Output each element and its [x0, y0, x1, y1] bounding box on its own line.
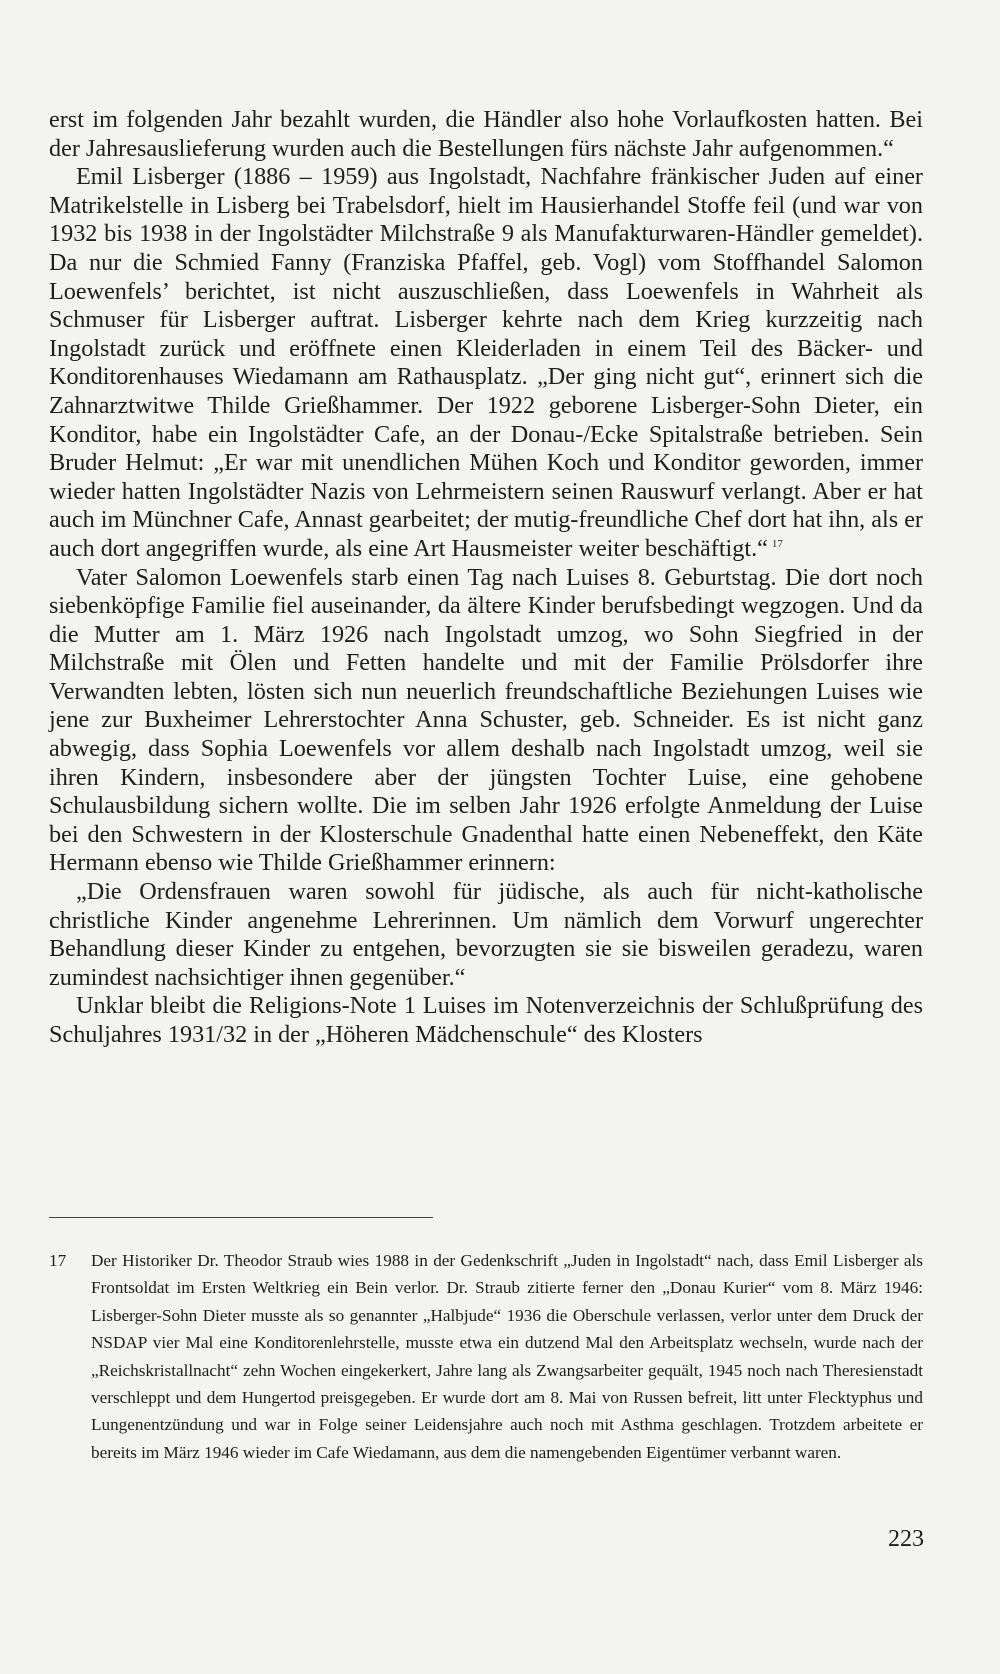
paragraph-2-text: Emil Lisberger (1886 – 1959) aus Ingolstadt, Nachfahre fränkischer Juden auf einer Matrikelstelle in Lisberg bei Trabelsdorf, hielt im Hausierhandel Stoffe feil (und war von 1932 bis 1938 in der Ingolstädter Milchstraße 9 als Manufakturwaren-Händler gemeldet). Da nur die Schmied Fanny (Franziska Pfaffel, geb. Vogl) vom Stoffhandel Salomon Loewenfels’ berichtet, ist nicht auszuschließen, dass Loewenfels in Wahrheit als Schmuser für Lisberger auftrat. Lisberger kehrte nach dem Krieg kurzzeitig nach Ingolstadt zurück und eröffnete einen Kleiderladen in einem Teil des Bäcker- und Konditorenhauses Wiedamann am Rathausplatz. „Der ging nicht gut“, erinnert sich die Zahnarztwitwe Thilde Grießhammer. Der 1922 geborene Lisberger-Sohn Dieter, ein Konditor, habe ein Ingolstädter Cafe, an der Donau-/Ecke Spitalstraße betrieben. Sein Bruder Helmut: „Er war mit unendlichen Mühen Koch und Konditor geworden, immer wieder hatten Ingolstädter Nazis von Lehrmeistern seinen Rauswurf verlangt. Aber er hat auch im Münchner Cafe, Annast gearbeitet; der mutig-freundliche Chef dort hat ihn, als er auch dort angegriffen wurde, als eine Art Hausmeister weiter beschäftigt.“: [49, 163, 923, 562]
footnote-divider: [49, 1217, 433, 1218]
footnote-reference[interactable]: 17: [771, 537, 783, 550]
page-number: 223: [888, 1526, 924, 1552]
paragraph-3: Vater Salomon Loewenfels starb einen Tag nach Luises 8. Geburtstag. Die dort noch siebenköpfige Familie fiel auseinander, da ältere Kinder berufsbedingt wegzogen. Und da die Mutter am 1. März 1926 nach Ingolstadt umzog, wo Sohn Siegfried in der Milchstraße mit Ölen und Fetten handelte und mit der Familie Prölsdorfer ihre Verwandten lebten, lösten sich nun neuerlich freundschaftliche Beziehungen Luises wie jene zur Buxheimer Lehrerstochter Anna Schuster, geb. Schneider. Es ist nicht ganz abwegig, dass Sophia Loewenfels vor allem deshalb nach Ingolstadt umzog, weil sie ihren Kindern, insbesondere aber der jüngsten Tochter Luise, eine gehobene Schulausbildung sichern wollte. Die im selben Jahr 1926 erfolgte Anmeldung der Luise bei den Schwestern in der Klosterschule Gnadenthal hatte einen Nebeneffekt, den Käte Hermann ebenso wie Thilde Grießhammer erinnern:: [49, 563, 923, 877]
footnote: [49, 1247, 923, 1466]
block-quote: „Die Ordensfrauen waren sowohl für jüdische, als auch für nicht-katholische christliche Kinder angenehme Lehrerinnen. Um nämlich dem Vorwurf ungerechter Behandlung dieser Kinder zu entgehen, bevorzugten sie sie bisweilen geradezu, waren zumindest nachsichtiger ihnen gegenüber.“: [49, 878, 923, 991]
paragraph-4: Unklar bleibt die Religions-Note 1 Luises im Notenverzeichnis der Schlußprüfung des Schuljahres 1931/32 in der „Höheren Mädchenschule“ des Klosters: [49, 992, 923, 1048]
paragraph-2: [49, 163, 923, 563]
main-text: [49, 106, 923, 1050]
paragraph-1: erst im folgenden Jahr bezahlt wurden, die Händler also hohe Vorlaufkosten hatten. Bei der Jahresauslieferung wurden auch die Bestellungen fürs nächste Jahr aufgenommen.“: [49, 106, 923, 162]
footnote-number: 17: [49, 1251, 67, 1270]
footnote-text: Der Historiker Dr. Theodor Straub wies 1988 in der Gedenkschrift „Juden in Ingolstadt“ nach, dass Emil Lisberger als Frontsoldat im Ersten Weltkrieg ein Bein verlor. Dr. Straub zitierte ferner den „Donau Kurier“ vom 8. März 1946: Lisberger-Sohn Dieter musste als so genannter „Halbjude“ 1936 die Oberschule verlassen, verlor unter dem Druck der NSDAP vier Mal eine Konditorenlehrstelle, musste etwa ein dutzend Mal den Arbeitsplatz wechseln, wurde nach der „Reichskristallnacht“ zehn Wochen eingekerkert, Jahre lang als Zwangsarbeiter gequält, 1945 noch nach Theresienstadt verschleppt und dem Hungertod preisgegeben. Er wurde dort am 8. Mai von Russen befreit, litt unter Flecktyphus und Lungenentzündung und war in Folge seiner Leidensjahre auch noch mit Asthma geschlagen. Trotzdem arbeitete er bereits im März 1946 wieder im Cafe Wiedamann, aus dem die namengebenden Eigentümer verbannt waren.: [91, 1251, 923, 1462]
